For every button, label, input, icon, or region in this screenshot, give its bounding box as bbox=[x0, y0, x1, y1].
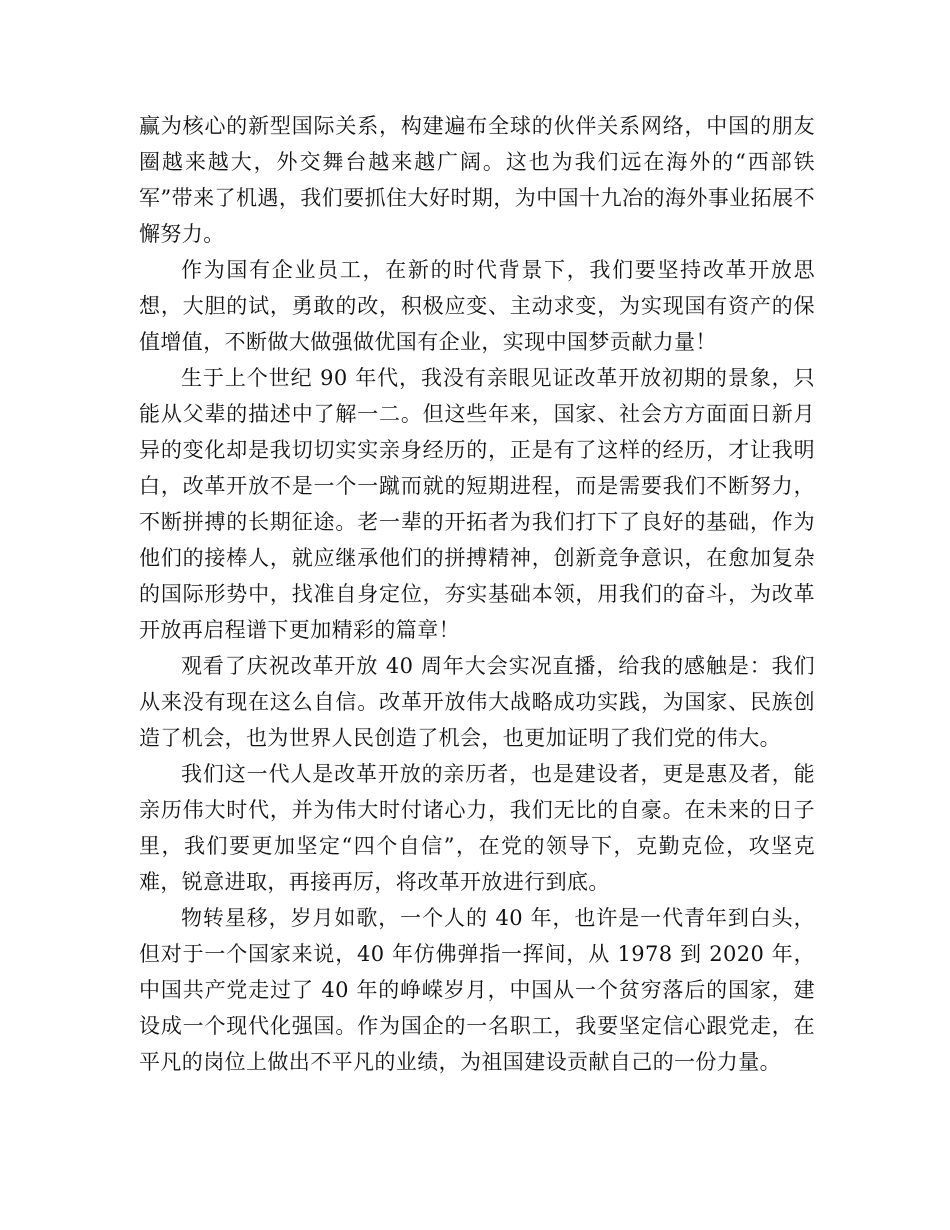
paragraph-5: 我们这一代人是改革开放的亲历者，也是建设者，更是惠及者，能亲历伟大时代，并为伟大时付诸心力，我们无比的自豪。在未来的日子里，我们要更加坚定“四个自信”，在党的领导下，克勤克俭，攻坚克难，锐意进取，再接再厉，将改革开放进行到底。 bbox=[139, 762, 815, 894]
paragraph-3: 生于上个世纪 90 年代，我没有亲眼见证改革开放初期的景象，只能从父辈的描述中了解一二。但这些年来，国家、社会方方面面日新月异的变化却是我切切实实亲身经历的，正是有了这样的经历，才让我明白，改革开放不是一个一蹴而就的短期进程，而是需要我们不断努力，不断拼搏的长期征途。老一辈的开拓者为我们打下了良好的基础，作为他们的接棒人，就应继承他们的拼搏精神，创新竞争意识，在愈加复杂的国际形势中，找准自身定位，夯实基础本领，用我们的奋斗，为改革开放再启程谱下更加精彩的篇章！ bbox=[139, 366, 815, 642]
document-body bbox=[139, 108, 815, 1080]
paragraph-2: 作为国有企业员工，在新的时代背景下，我们要坚持改革开放思想，大胆的试，勇敢的改，积极应变、主动求变，为实现国有资产的保值增值，不断做大做强做优国有企业，实现中国梦贡献力量！ bbox=[139, 258, 815, 354]
paragraph-4: 观看了庆祝改革开放 40 周年大会实况直播，给我的感触是：我们从来没有现在这么自信。改革开放伟大战略成功实践，为国家、民族创造了机会，也为世界人民创造了机会，也更加证明了我们党的伟大。 bbox=[139, 654, 815, 750]
paragraph-1: 赢为核心的新型国际关系，构建遍布全球的伙伴关系网络，中国的朋友圈越来越大，外交舞台越来越广阔。这也为我们远在海外的“西部铁军”带来了机遇，我们要抓住大好时期，为中国十九冶的海外事业拓展不懈努力。 bbox=[139, 114, 815, 246]
paragraph-6: 物转星移，岁月如歌，一个人的 40 年，也许是一代青年到白头，但对于一个国家来说，40 年仿佛弹指一挥间，从 1978 到 2020 年，中国共产党走过了 40 年的峥嵘岁月，中国从一个贫穷落后的国家，建设成一个现代化强国。作为国企的一名职工，我要坚定信心跟党走，在平凡的岗位上做出不平凡的业绩，为祖国建设贡献自己的一份力量。 bbox=[139, 906, 815, 1074]
